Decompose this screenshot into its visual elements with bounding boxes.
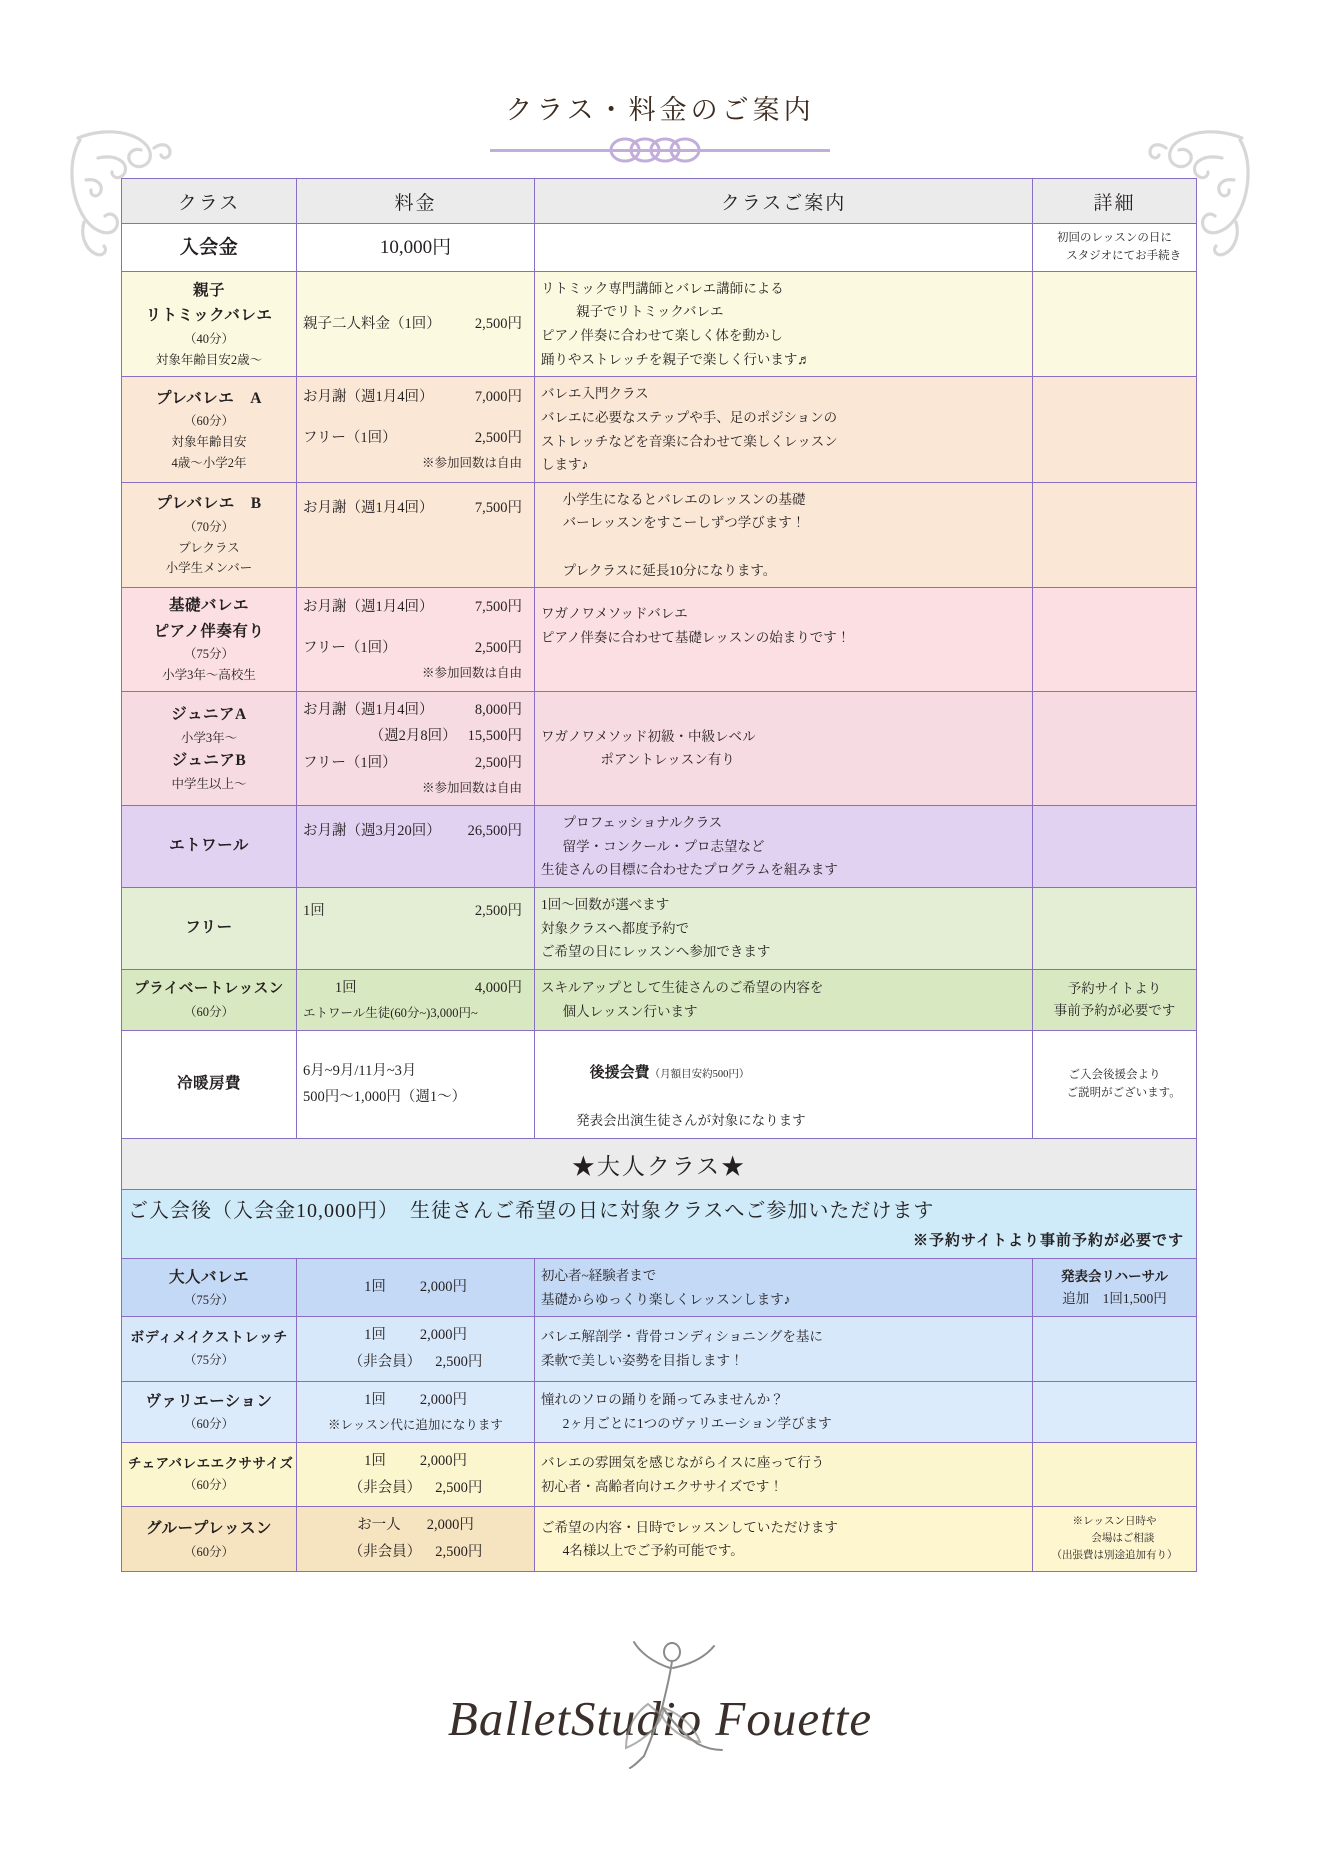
- table-row: [122, 271, 1197, 377]
- row-class-name: プレバレエ A （60分） 対象年齢目安 4歳～小学2年: [122, 377, 297, 483]
- column-header-fee: 料金: [297, 179, 535, 224]
- row-class-name: プライベートレッスン （60分）: [122, 969, 297, 1030]
- row-class-name: 親子 リトミックバレエ （40分） 対象年齢目安2歳～: [122, 271, 297, 377]
- row-info: バレエ解剖学・背骨コンディショニングを基に 柔軟で美しい姿勢を目指します！: [535, 1317, 1033, 1382]
- row-info: バレエの雰囲気を感じながらイスに座って行う 初心者・高齢者向けエクササイズです！: [535, 1442, 1033, 1507]
- row-class-name: ボディメイクストレッチ （75分）: [122, 1317, 297, 1382]
- row-detail: [1033, 806, 1197, 888]
- row-fee: 1回 2,000円 （非会員） 2,500円: [297, 1442, 535, 1507]
- row-class-name: 基礎バレエ ピアノ伴奏有り （75分） 小学3年～高校生: [122, 588, 297, 691]
- row-detail: [1033, 1442, 1197, 1507]
- row-info: 後援会費（月額目安約500円） 発表会出演生徒さんが対象になります: [535, 1030, 1033, 1138]
- table-row: [122, 969, 1197, 1030]
- table-row: [122, 224, 1197, 272]
- adult-section-note: ご入会後（入会金10,000円） 生徒さんご希望の日に対象クラスへご参加いただけます: [128, 1200, 935, 1223]
- rehearsal-title: 発表会リハーサル: [1061, 1269, 1168, 1285]
- row-class-name: 大人バレエ （75分）: [122, 1259, 297, 1317]
- row-class-name: 入会金: [122, 224, 297, 272]
- row-info: バレエ入門クラス バレエに必要なステップや手、足のポジションの ストレッチなどを音楽に合わせて楽しくレッスン します♪: [535, 377, 1033, 483]
- table-row: [122, 1442, 1197, 1507]
- row-fee: お月謝（週1月4回） 8,000円 （週2月8回） 15,500円 フリー（1回） 2,500円 ※参加回数は自由: [297, 691, 535, 806]
- row-class-name: チェアバレエエクササイズ （60分）: [122, 1442, 297, 1507]
- row-fee: 10,000円: [297, 224, 535, 272]
- row-class-name: グループレッスン （60分）: [122, 1507, 297, 1572]
- row-fee: 1回 4,000円 エトワール生徒(60分~)3,000円~: [297, 969, 535, 1030]
- table-row: [122, 1030, 1197, 1138]
- row-fee: 1回 2,000円: [297, 1259, 535, 1317]
- row-fee: 6月~9月/11月~3月 500円～1,000円（週1～）: [297, 1030, 535, 1138]
- studio-logo-block: [0, 1690, 1320, 1747]
- row-detail: [1033, 1381, 1197, 1442]
- row-detail: 初回のレッスンの日に スタジオにてお手続き: [1033, 224, 1197, 272]
- support-fee-title: 後援会費: [589, 1064, 650, 1081]
- row-detail: [1033, 1317, 1197, 1382]
- row-detail: ご入会後援会より ご説明がございます。: [1033, 1030, 1197, 1138]
- row-detail: 発表会リハーサル 追加 1回1,500円: [1033, 1259, 1197, 1317]
- adult-section-title: ★大人クラス★: [122, 1139, 1197, 1190]
- support-fee-note: （月額目安約500円）: [649, 1068, 750, 1080]
- pricing-table-wrapper: [121, 178, 1196, 1572]
- adult-section-note-cell: [122, 1190, 1197, 1259]
- row-fee: 1回 2,500円: [297, 888, 535, 970]
- row-fee: お月謝（週1月4回） 7,500円 フリー（1回） 2,500円 ※参加回数は自由: [297, 588, 535, 691]
- row-detail: [1033, 377, 1197, 483]
- row-detail: [1033, 588, 1197, 691]
- row-info: リトミック専門講師とバレエ講師による 親子でリトミックバレエ ピアノ伴奏に合わせて楽しく体を動かし 踊りやストレッチを親子で楽しく行います♬: [535, 271, 1033, 377]
- row-detail: [1033, 271, 1197, 377]
- adult-section-title-row: [122, 1139, 1197, 1190]
- row-info: 1回～回数が選べます 対象クラスへ都度予約で ご希望の日にレッスンへ参加できます: [535, 888, 1033, 970]
- row-detail: [1033, 888, 1197, 970]
- page-title-block: [0, 88, 1320, 167]
- row-info: ご希望の内容・日時でレッスンしていただけます 4名様以上でご予約可能です。: [535, 1507, 1033, 1572]
- row-fee: 1回 2,000円 （非会員） 2,500円: [297, 1317, 535, 1382]
- row-info: プロフェッショナルクラス 留学・コンクール・プロ志望など 生徒さんの目標に合わせたプログラムを組みます: [535, 806, 1033, 888]
- adult-section-subnote: ※予約サイトより事前予約が必要です: [913, 1233, 1184, 1250]
- row-class-name: フリー: [122, 888, 297, 970]
- studio-logo-text: BalletStudio Fouette: [447, 1691, 873, 1746]
- page-title: クラス・料金のご案内: [505, 95, 815, 125]
- row-class-name: プレバレエ B （70分） プレクラス 小学生メンバー: [122, 482, 297, 588]
- row-class-name: ヴァリエーション （60分）: [122, 1381, 297, 1442]
- row-info: スキルアップとして生徒さんのご希望の内容を 個人レッスン行います: [535, 969, 1033, 1030]
- row-detail: [1033, 691, 1197, 806]
- row-info: 小学生になるとバレエのレッスンの基礎 バーレッスンをすこーしずつ学びます！ プレクラスに延長10分になります。: [535, 482, 1033, 588]
- row-class-name: ジュニアA 小学3年～ ジュニアB 中学生以上～: [122, 691, 297, 806]
- pricing-table: [121, 178, 1197, 1572]
- table-row: [122, 1317, 1197, 1382]
- row-class-name: 冷暖房費: [122, 1030, 297, 1138]
- row-detail: 予約サイトより 事前予約が必要です: [1033, 969, 1197, 1030]
- title-ornament-rule: [490, 133, 830, 167]
- row-fee: お月謝（週1月4回） 7,500円: [297, 482, 535, 588]
- row-info: [535, 224, 1033, 272]
- row-class-name: エトワール: [122, 806, 297, 888]
- table-row: [122, 588, 1197, 691]
- row-info: 憧れのソロの踊りを踊ってみませんか？ 2ヶ月ごとに1つのヴァリエーション学びます: [535, 1381, 1033, 1442]
- row-info: 初心者~経験者まで 基礎からゆっくり楽しくレッスンします♪: [535, 1259, 1033, 1317]
- row-fee: 1回 2,000円 ※レッスン代に追加になります: [297, 1381, 535, 1442]
- row-detail: ※レッスン日時や 会場はご相談 （出張費は別途追加有り）: [1033, 1507, 1197, 1572]
- row-fee: 親子二人料金（1回） 2,500円: [297, 271, 535, 377]
- column-header-detail: 詳細: [1033, 179, 1197, 224]
- table-row: [122, 1381, 1197, 1442]
- column-header-info: クラスご案内: [535, 179, 1033, 224]
- table-row: [122, 377, 1197, 483]
- table-row: [122, 1259, 1197, 1317]
- table-header-row: [122, 179, 1197, 224]
- row-info: ワガノワメソッド初級・中級レベル ポアントレッスン有り: [535, 691, 1033, 806]
- row-info: ワガノワメソッドバレエ ピアノ伴奏に合わせて基礎レッスンの始まりです！: [535, 588, 1033, 691]
- swirl-ornament-icon: [595, 133, 725, 167]
- row-fee: お月謝（週3月20回） 26,500円: [297, 806, 535, 888]
- table-row: [122, 888, 1197, 970]
- table-row: [122, 806, 1197, 888]
- row-detail: [1033, 482, 1197, 588]
- adult-section-note-row: [122, 1190, 1197, 1259]
- table-row: [122, 1507, 1197, 1572]
- column-header-class: クラス: [122, 179, 297, 224]
- ballerina-logo-icon: [600, 1630, 780, 1780]
- table-row: [122, 691, 1197, 806]
- row-fee: お月謝（週1月4回） 7,000円 フリー（1回） 2,500円 ※参加回数は自由: [297, 377, 535, 483]
- row-fee: お一人 2,000円 （非会員） 2,500円: [297, 1507, 535, 1572]
- table-row: [122, 482, 1197, 588]
